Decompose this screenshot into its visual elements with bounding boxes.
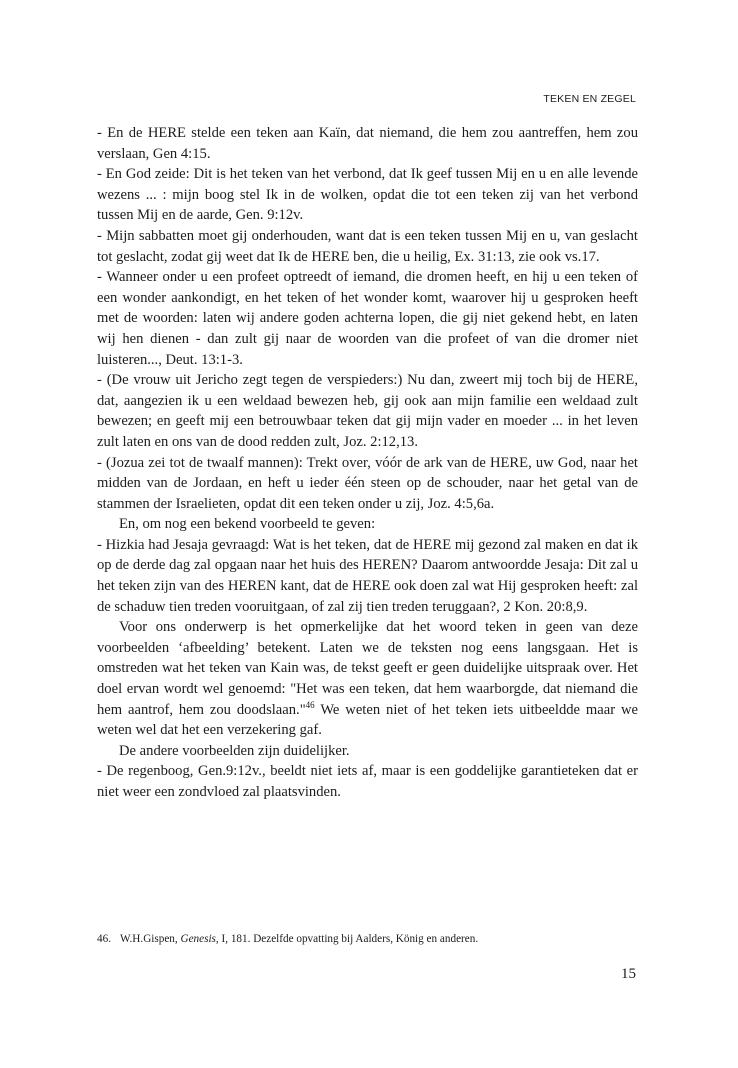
paragraph-jericho: - (De vrouw uit Jericho zegt tegen de verspieders:) Nu dan, zweert mij toch bij de HERE, dat, aangezien ik u een weldaad bewezen heb, gij ook aan mijn familie een weldaad zult bewezen; en geeft mij een betrouwbaar teken dat gij mijn vader en moeder ... in het leven zult laten en ons van de dood redden zult, Joz. 2:12,13. [97,372,638,450]
footnote-rest: , I, 181. Dezelfde opvatting bij Aalders, König en anderen. [215,933,479,945]
footnote-author: W.H.Gispen, [119,933,178,945]
paragraph-rainbow: - De regenboog, Gen.9:12v., beeldt niet iets af, maar is een goddelijke garantieteken dat er niet weer een zondvloed zal plaatsvinden. [97,763,638,800]
paragraph-hezekiah: - Hizkia had Jesaja gevraagd: Wat is het teken, dat de HERE mij gezond zal maken en dat ik op de derde dag zal opgaan naar het huis des HEREN? Daarom antwoordde Jesaja: Dit zal u het teken zijn van des HEREN kant, dat de HERE ook doen zal wat Hij gesproken heeft: zal de schaduw tien treden vooruitgaan, of zal zij tien treden teruggaan?, 2 Kon. 20:8,9. [97,536,638,615]
paragraph-other-examples: De andere voorbeelden zijn duidelijker. [119,742,350,759]
paragraph-cain: - En de HERE stelde een teken aan Kaïn, dat niemand, die hem zou aantreffen, hem zou verslaan, Gen 4:15. [97,125,638,162]
paragraph-analysis [97,617,638,741]
body-text [97,123,638,803]
footnote-number: 46. [97,933,111,945]
footnote-title: Genesis [180,933,216,945]
analysis-text: Voor ons onderwerp is het opmerkelijke dat het woord teken in geen van deze voorbeelden ‘afbeelding’ betekent. Laten we de teksten nog eens langsgaan. Het is omstreden wat het teken van Kain was, de tekst geeft er geen duidelijke uitspraak over. Het doel ervan wordt wel genoemd: "Het was een teken, dat hem waarborgde, dat niemand die hem aantrof, hem zou doodslaan." [97,619,638,718]
paragraph-joshua: - (Jozua zei tot de twaalf mannen): Trekt over, vóór de ark van de HERE, uw God, naar het midden van de Jordaan, en heft u ieder één steen op de schouder, naar het getal van de stammen der Israelieten, opdat dit een teken onder u zij, Joz. 4:5,6a. [97,454,638,512]
paragraph-sabbath: - Mijn sabbatten moet gij onderhouden, want dat is een teken tussen Mij en u, van geslacht tot geslacht, zodat gij weet dat Ik de HERE ben, die u heilig, Ex. 31:13, zie ook vs.17. [97,227,638,265]
paragraph-covenant: - En God zeide: Dit is het teken van het verbond, dat Ik geef tussen Mij en u en alle levende wezens ... : mijn boog stel Ik in de wolken, opdat die tot een teken zij van het verbond tussen Mij en de aarde, Gen. 9:12v. [97,166,638,224]
footnote [97,932,638,947]
paragraph-prophet: - Wanneer onder u een profeet optreedt of iemand, die dromen heeft, en hij u een teken of een wonder aankondigt, en het teken of het wonder komt, waarover hij u gesproken heeft met de woorden: laten wij andere goden achterna lopen, die gij niet gekend hebt, en laten wij hen dienen - dan zult gij naar de woorden van die profeet of van die dromer niet luisteren..., Deut. 13:1-3. [97,269,638,368]
paragraph-example-intro: En, om nog een bekend voorbeeld te geven: [119,516,376,533]
page-number: 15 [621,966,636,982]
analysis-text-continued: We weten niet of het teken iets uitbeeldde maar we weten wel dat het een verzekering gaf. [97,701,639,739]
running-header: TEKEN EN ZEGEL [543,93,636,105]
footnote-reference[interactable]: 46 [305,699,315,710]
